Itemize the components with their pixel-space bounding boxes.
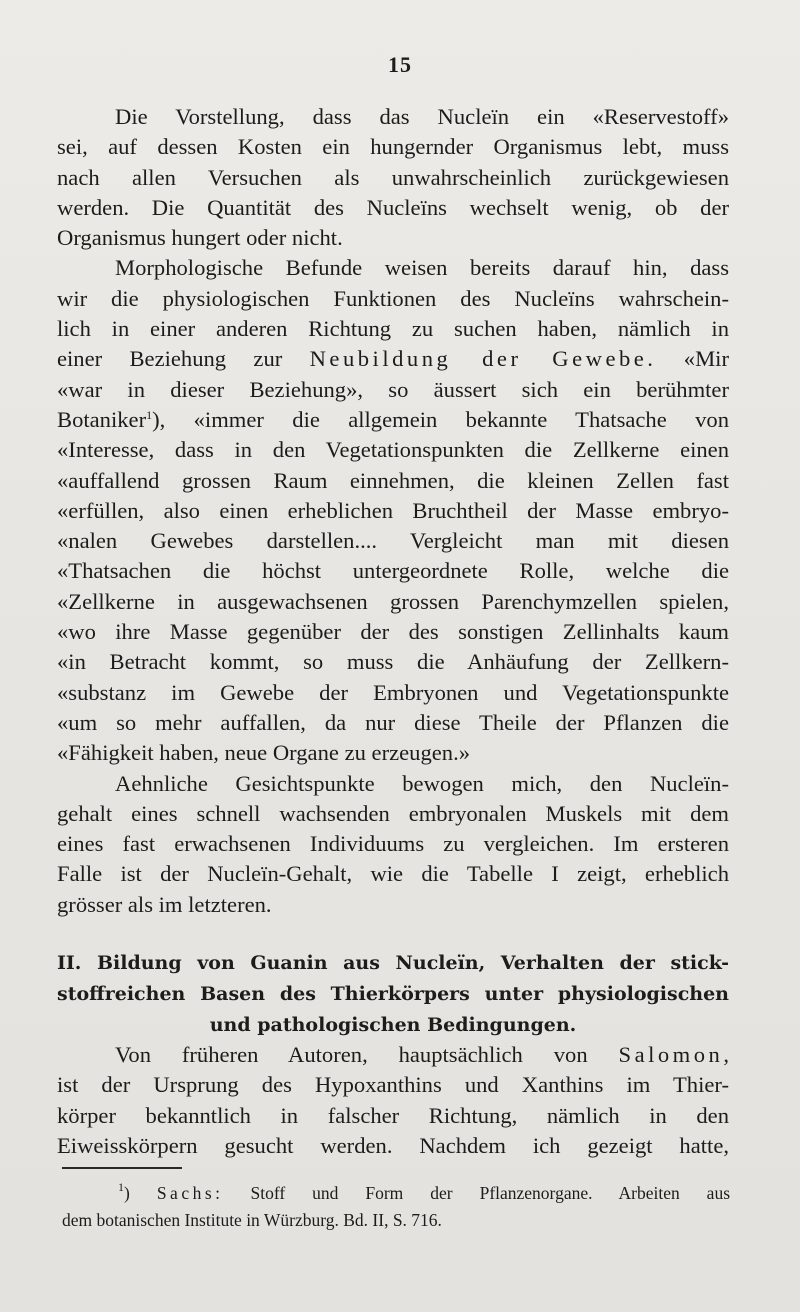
quote-line: «um so mehr auffallen, da nur diese Theile der Pflanzen die: [57, 709, 729, 735]
paragraph-1-line-5: Organismus hungert oder nicht.: [57, 225, 343, 251]
section-heading: [57, 948, 729, 1041]
line-4-suffix: «Mir: [656, 346, 729, 372]
quote-line: «in Betracht kommt, so muss die Anhäufung der Zellkern-: [57, 649, 729, 675]
quote-line: «substanz im Gewebe der Embryonen und Vegetationspunkte: [57, 679, 729, 705]
paragraph-1-line-1: Die Vorstellung, dass das Nucleïn ein «Reservestoff»: [115, 104, 729, 129]
paragraph-4-line-2: ist der Ursprung des Hypoxanthins und Xanthins im Thier-: [57, 1072, 729, 1098]
paragraph-1-line-3: nach allen Versuchen als unwahrscheinlich zurückgewiesen: [57, 164, 729, 190]
paragraph-2-line-3: lich in einer anderen Richtung zu suchen haben, nämlich in: [57, 316, 729, 342]
paragraph-4: [57, 1040, 729, 1161]
botaniker-word: Botaniker: [57, 406, 147, 432]
quote-line: «Thatsachen die höchst untergeordnete Rolle, welche die: [57, 558, 729, 584]
section-heading-line-3: und pathologischen Bedingungen.: [209, 1014, 577, 1036]
emphasis-neubildung: Neubildung der Gewebe.: [309, 346, 657, 372]
line-prefix: Von früheren Autoren, hauptsächlich von: [115, 1042, 619, 1067]
paragraph-2-line-5: «war in dieser Beziehung», so äussert sich ein berühmter: [57, 376, 729, 402]
paragraph-3-line-2: gehalt eines schnell wachsenden embryonalen Muskels mit dem: [57, 800, 729, 826]
quote-line-last: «Fähigkeit haben, neue Organe zu erzeugen.»: [57, 740, 471, 766]
footnote-divider: [62, 1167, 182, 1169]
quote-line: «nalen Gewebes darstellen.... Vergleicht man mit diesen: [57, 528, 729, 554]
quote-line: «Interesse, dass in den Vegetationspunkten die Zellkerne einen: [57, 437, 729, 463]
emphasis-salomon: Salomon: [618, 1042, 724, 1067]
footnote-title: Stoff und Form der Pflanzenorgane. Arbeiten aus: [223, 1183, 731, 1203]
footnote-reference: 1: [146, 407, 153, 422]
section-heading-line-2: stoffreichen Basen des Thierkörpers unter physiologischen: [57, 983, 729, 1005]
paragraph-3-line-4: Falle ist der Nucleïn-Gehalt, wie die Tabelle I zeigt, erheblich: [57, 861, 729, 887]
quote-line: «auffallend grossen Raum einnehmen, die kleinen Zellen fast: [57, 467, 729, 493]
quote-line: «erfüllen, also einen erheblichen Bruchtheil der Masse embryo-: [57, 497, 729, 523]
quote-line: «Zellkerne in ausgewachsenen grossen Parenchymzellen spielen,: [57, 588, 729, 614]
paragraph-1-line-4: werden. Die Quantität des Nucleïns wechselt wenig, ob der: [57, 194, 729, 220]
footnote-line-2: dem botanischen Institute in Würzburg. Bd. II, S. 716.: [62, 1210, 442, 1230]
paragraph-2-line-6: [57, 405, 729, 435]
paragraph-2-line-2: wir die physiologischen Funktionen des Nucleïns wahrschein-: [57, 285, 729, 311]
section-heading-line-1: II. Bildung von Guanin aus Nucleïn, Verhalten der stick-: [57, 952, 729, 974]
paragraph-3-line-5: grösser als im letzteren.: [57, 891, 272, 917]
footnote-line-1: $^1$) Sachs: Stoff und Form der Pflanzenorgane. Arbeiten aus: [118, 1180, 731, 1203]
footnote: [62, 1180, 730, 1234]
paragraph-4-line-1: [57, 1040, 729, 1070]
paragraph-3-line-3: eines fast erwachsenen Individuums zu vergleichen. Im ersteren: [57, 831, 729, 857]
line-6-suffix: ), «immer die allgemein bekannte Thatsache von: [152, 406, 729, 432]
paragraph-2-line-1: Morphologische Befunde weisen bereits darauf hin, dass: [115, 255, 729, 281]
paragraph-2-line-4: [57, 344, 729, 374]
page-number: 15: [388, 52, 412, 77]
paragraph-3-line-1: Aehnliche Gesichtspunkte bewogen mich, den Nucleïn-: [115, 770, 729, 796]
line-suffix: ,: [723, 1042, 729, 1067]
main-text: [57, 102, 729, 920]
quote-line: «wo ihre Masse gegenüber der des sonstigen Zellinhalts kaum: [57, 619, 729, 645]
line-4-prefix: einer Beziehung zur: [57, 346, 310, 372]
footnote-author: Sachs:: [156, 1183, 224, 1203]
paragraph-1-line-2: sei, auf dessen Kosten ein hungernder Organismus lebt, muss: [57, 134, 729, 160]
paragraph-4-line-4: Eiweisskörpern gesucht werden. Nachdem ich gezeigt hatte,: [57, 1132, 729, 1158]
paragraph-4-line-3: körper bekanntlich in falscher Richtung, nämlich in den: [57, 1102, 729, 1128]
footnote-marker: 1: [118, 1180, 124, 1194]
